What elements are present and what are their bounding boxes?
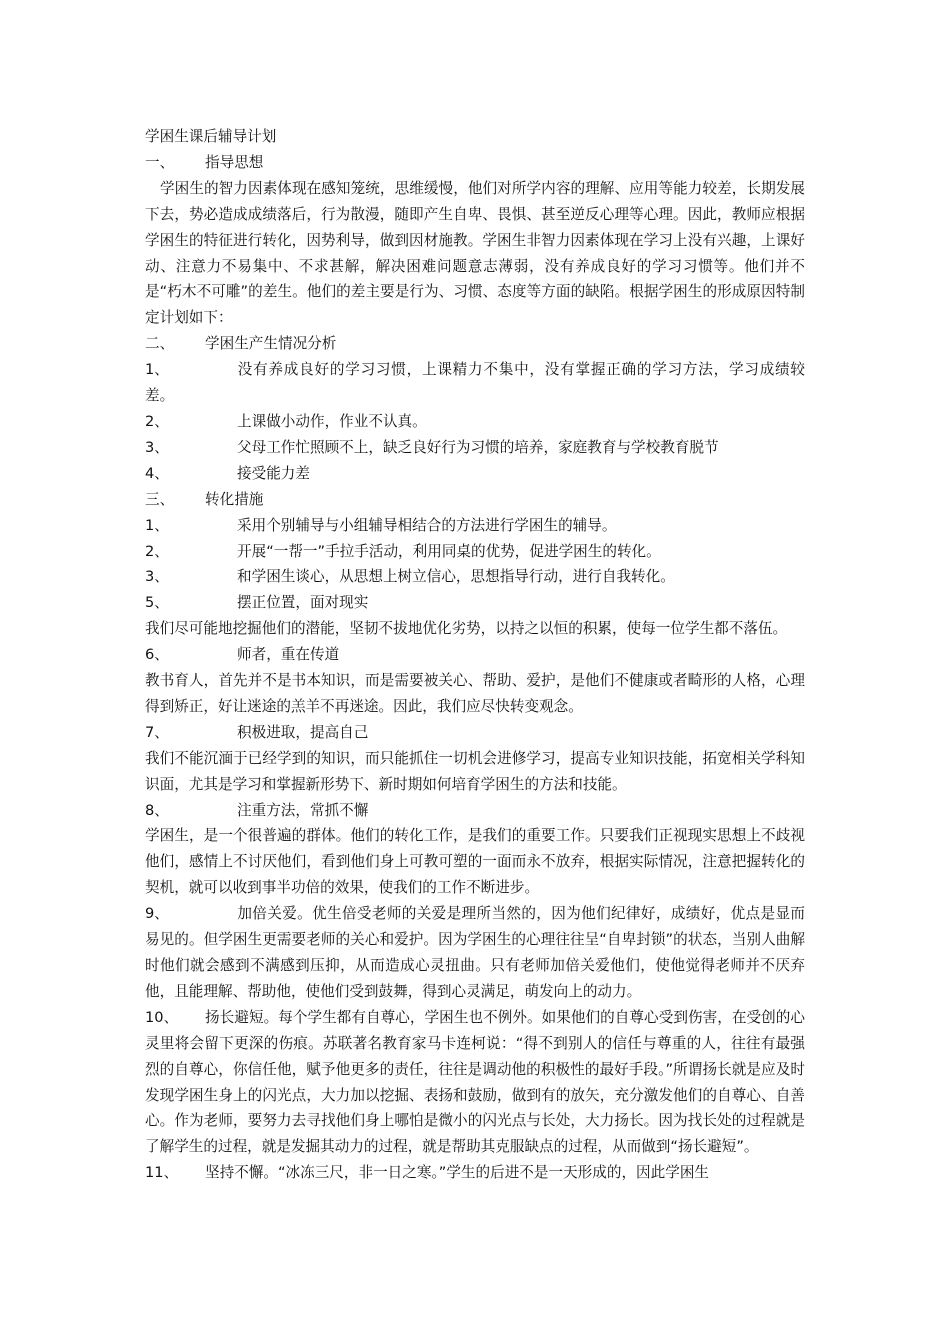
item-body: 我们不能沉湎于已经学到的知识，而只能抓住一切机会进修学习，提高专业知识技能，拓宽相关学科知识面，尤其是学习和掌握新形势下、新时期如何培育学困生的方法和技能。 [145,749,805,793]
list-item [145,513,805,539]
item-body: 教书育人，首先并不是书本知识，而是需要被关心、帮助、爱护，是他们不健康或者畸形的人格，心理得到矫正，好让迷途的羔羊不再迷途。因此，我们应尽快转变观念。 [145,672,805,715]
item-text: 没有养成良好的学习习惯，上课精力不集中，没有掌握正确的学习方法，学习成绩较差。 [145,361,805,405]
item-text: 上课做小动作，作业不认真。 [237,412,427,430]
item-text: 扬长避短。每个学生都有自尊心，学困生也不例外。如果他们的自尊心受到伤害，在受创的心灵里将会留下更深的伤痕。苏联著名教育家马卡连柯说：“得不到别人的信任与尊重的人，往往有最强烈的自尊心，你信任他，赋予他更多的责任，往往是调动他的积极性的最好手段。”所谓扬长就是应及时发现学困生身上的闪光点，大力加以挖掘、表扬和鼓励，做到有的放矢，充分激发他们的自尊心、自善心。作为老师，要努力去寻找他们身上哪怕是微小的闪光点与长处，大力扬长。因为找长处的过程就是了解学生的过程，就是发掘其动力的过程，就是帮助其克服缺点的过程，从而做到“扬长避短”。 [145,1008,805,1156]
item-number: 4、 [145,464,169,482]
item-text: 注重方法，常抓不懈 [237,801,369,819]
item-number: 7、 [145,723,169,741]
item-number: 8、 [145,801,169,819]
document-title: 学困生课后辅导计划 [145,128,277,145]
item-text: 坚持不懈。“冰冻三尺，非一日之寒。”学生的后进不是一天形成的，因此学困生 [205,1164,710,1182]
item-number: 3、 [145,438,169,456]
section-heading-text: 转化措施 [205,490,264,508]
list-item [145,642,805,668]
item-number: 3、 [145,568,169,586]
item-text: 加倍关爱。优生倍受老师的关爱是理所当然的，因为他们纪律好，成绩好，优点是显而易见的。但学困生更需要老师的关心和爱护。因为学困生的心理往往呈“自卑封锁”的状态，当别人曲解时他们就会感到不满感到压抑，从而造成心灵扭曲。只有老师加倍关爱他们，使他觉得老师并不厌弃他，且能理解、帮助他，使他们受到鼓舞，得到心灵满足，萌发向上的动力。 [145,905,805,1000]
item-number: 9、 [145,905,169,923]
item-body: 我们尽可能地挖掘他们的潜能，坚韧不拔地优化劣势，以持之以恒的积累，使每一位学生都不落伍。 [145,620,788,638]
section-heading-2 [145,331,805,357]
section-heading-3 [145,487,805,513]
item-text: 和学困生谈心，从思想上树立信心，思想指导行动，进行自我转化。 [237,568,675,586]
section-heading-text: 学困生产生情况分析 [205,335,337,353]
list-item [145,461,805,487]
list-item [145,357,805,409]
item-number: 1、 [145,516,169,534]
item-text: 摆正位置，面对现实 [237,594,369,612]
list-item [145,1005,805,1160]
item-text: 开展“一帮一”手拉手活动，利用同桌的优势，促进学困生的转化。 [237,542,661,560]
item-number: 1、 [145,361,169,379]
item-text: 父母工作忙照顾不上，缺乏良好行为习惯的培养，家庭教育与学校教育脱节 [237,438,719,456]
item-text: 接受能力差 [237,464,310,482]
item-text: 积极进取，提高自己 [237,723,369,741]
section-heading-1 [145,150,805,176]
list-item [145,720,805,746]
item-number: 11、 [145,1164,179,1182]
item-number: 10、 [145,1008,179,1026]
item-number: 6、 [145,646,169,664]
section-number: 三、 [145,490,175,508]
list-item [145,409,805,435]
section-number: 一、 [145,153,175,171]
item-body: 学困生，是一个很普遍的群体。他们的转化工作，是我们的重要工作。只要我们正视现实思想上不歧视他们，感情上不讨厌他们，看到他们身上可教可塑的一面而永不放弃，根据实际情况，注意把握转化的契机，就可以收到事半功倍的效果，使我们的工作不断进步。 [145,827,805,897]
list-item [145,435,805,461]
list-item [145,901,805,1005]
item-number: 2、 [145,542,169,560]
section-heading-text: 指导思想 [205,153,264,171]
list-item [145,590,805,616]
item-number: 5、 [145,594,169,612]
list-item [145,539,805,565]
list-item [145,564,805,590]
list-item [145,798,805,824]
list-item [145,1160,805,1186]
item-number: 2、 [145,412,169,430]
document-page [145,124,805,1186]
item-text: 采用个别辅导与小组辅导相结合的方法进行学困生的辅导。 [237,516,617,534]
section-1-paragraph: 学困生的智力因素体现在感知笼统，思维缓慢，他们对所学内容的理解、应用等能力较差，长期发展下去，势必造成成绩落后，行为散漫，随即产生自卑、畏惧、甚至逆反心理等心理。因此，教师应根据学困生的特征进行转化，因势利导，做到因材施教。学困生非智力因素体现在学习上没有兴趣，上课好动、注意力不易集中、不求甚解，解决困难问题意志薄弱，没有养成良好的学习习惯等。他们并不是“朽木不可雕”的差生。他们的差主要是行为、习惯、态度等方面的缺陷。根据学困生的形成原因特制定计划如下： [145,179,805,327]
section-number: 二、 [145,335,175,353]
item-text: 师者，重在传道 [237,646,340,664]
